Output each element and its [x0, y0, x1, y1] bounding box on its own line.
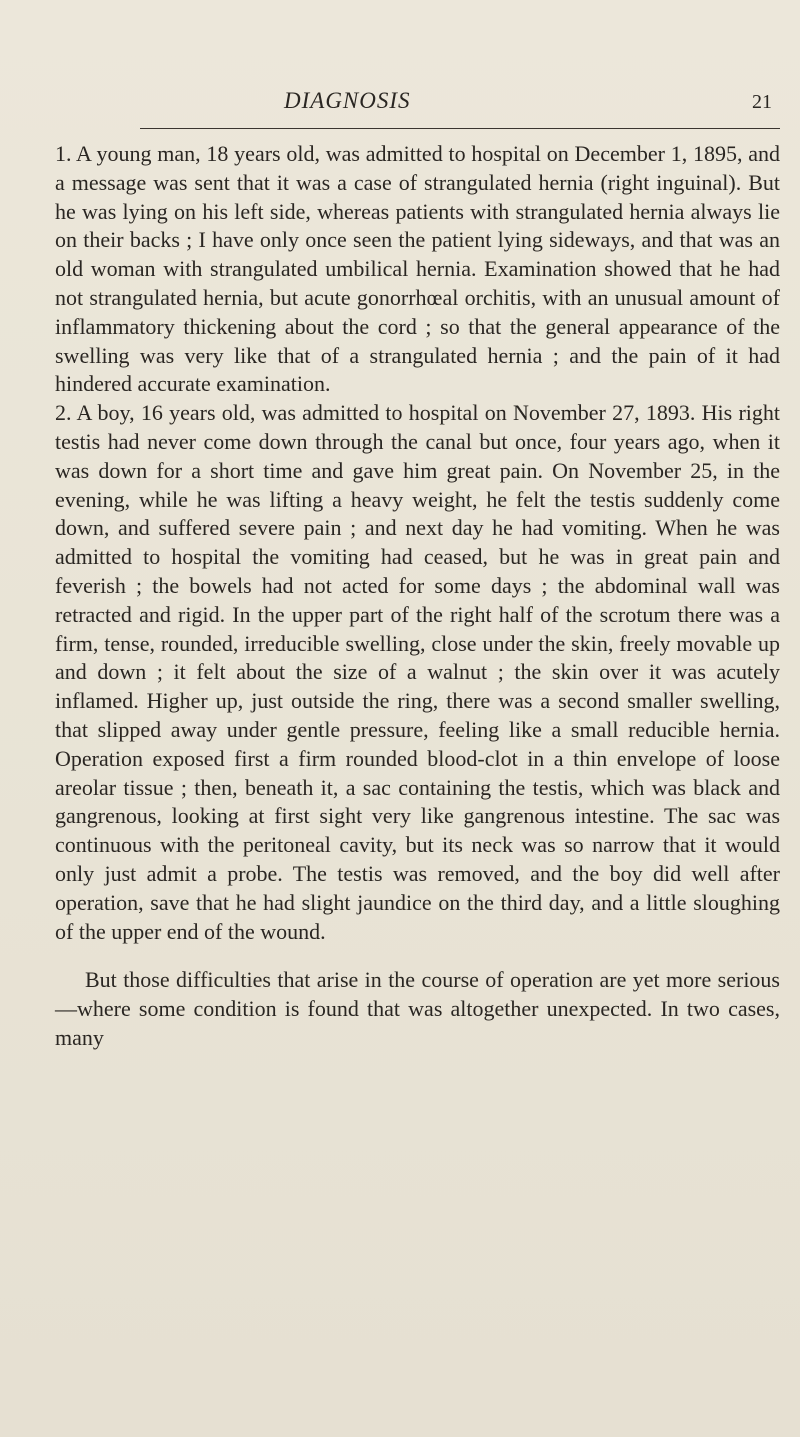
case-1-paragraph: 1. A young man, 18 years old, was admitted to hospital on December 1, 1895, and a message was sent that it was a case of strangulated hernia (right inguinal). But he was lying on his left side, whereas patients with strangulated hernia always lie on their backs ; I have only once seen the patient lying sideways, and that was an old woman with strangulated umbilical hernia. Examination showed that he had not strangulated hernia, but acute gonorrhœal orchitis, with an unusual amount of inflammatory thickening about the cord ; so that the general appearance of the swelling was very like that of a strangulated hernia ; and the pain of it had hindered accurate examination.: [55, 141, 780, 397]
paragraph-gap: [55, 946, 780, 966]
closing-paragraph: But those difficulties that arise in the course of operation are yet more serious—where some condition is found that was altogether unexpected. In two cases, many: [55, 967, 780, 1050]
case-2-paragraph: 2. A boy, 16 years old, was admitted to hospital on November 27, 1893. His right testis had never come down through the canal but once, four years ago, when it was down for a short time and gave him great pain. On November 25, in the evening, while he was lifting a heavy weight, he felt the testis suddenly come down, and suffered severe pain ; and next day he had vomiting. When he was admitted to hospital the vomiting had ceased, but he was in great pain and feverish ; the bowels had not acted for some days ; the abdominal wall was retracted and rigid. In the upper part of the right half of the scrotum there was a firm, tense, rounded, irreducible swelling, close under the skin, freely movable up and down ; it felt about the size of a walnut ; the skin over it was acutely inflamed. Higher up, just outside the ring, there was a second smaller swelling, that slipped away under gentle pressure, feeling like a small reducible hernia. Operation exposed first a firm rounded blood-clot in a thin envelope of loose areolar tissue ; then, beneath it, a sac containing the testis, which was black and gangrenous, looking at first sight very like gangrenous intestine. The sac was continuous with the peritoneal cavity, but its neck was so narrow that it would only just admit a probe. The testis was removed, and the boy did well after operation, save that he had slight jaundice on the third day, and a little sloughing of the upper end of the wound.: [55, 400, 780, 944]
body-text: [55, 140, 780, 1053]
running-title: DIAGNOSIS: [284, 88, 411, 113]
header-rule: [140, 128, 780, 129]
running-header: [0, 88, 800, 118]
page-number: 21: [752, 91, 772, 113]
